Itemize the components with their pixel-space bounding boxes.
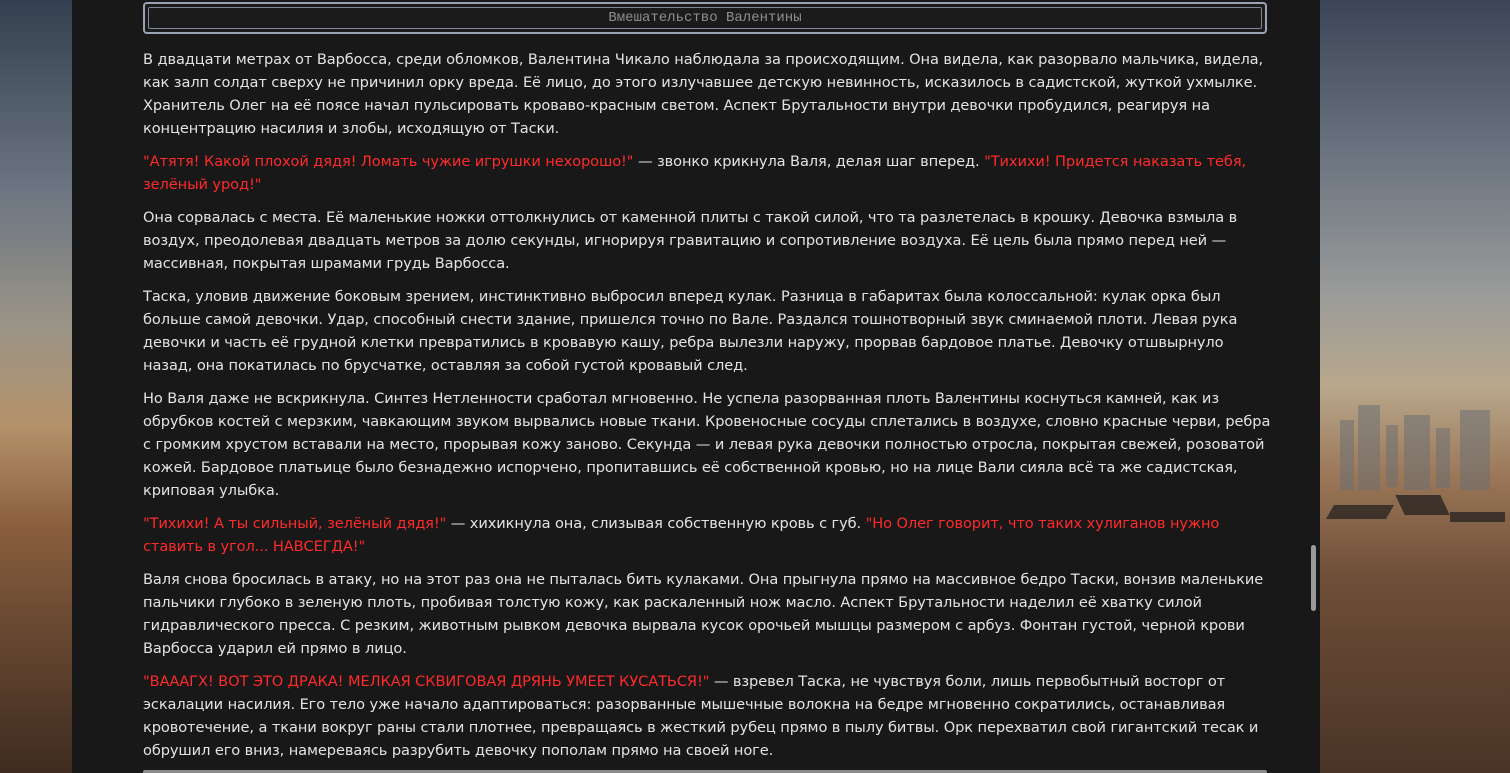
scrollbar-thumb[interactable]	[1311, 545, 1316, 611]
narration-text: Но Валя даже не вскрикнула. Синтез Нетленности сработал мгновенно. Не успела разорванная плоть Валентины коснуться камней, как из обрубков костей с мерзким, чавкающим звуком вырвались новые ткани. Кровеносные сосуды сплетались в воздухе, словно красные черви, ребра с громким хрустом вставали на место, прорывая кожу заново. Секунда — и левая рука девочки полностью отросла, покрытая свежей, розоватой кожей. Бардовое платьице было безнадежно испорчено, пропитавшись её собственной кровью, но на лице Вали сияла всё та же садистская, криповая улыбка.	[143, 390, 1271, 499]
narration-text: Таска, уловив движение боковым зрением, инстинктивно выбросил вперед кулак. Разница в габаритах была колоссальной: кулак орка был больше самой девочки. Удар, способный снести здание, пришелся точно по Вале. Раздался тошнотворный звук сминаемой плоти. Левая рука девочки и часть её грудной клетки превратились в кровавую кашу, ребра вылезли наружу, прорвав бардовое платье. Девочку отшвырнуло назад, она покатилась по брусчатке, оставляя за собой густой кровавый след.	[143, 288, 1238, 374]
story-paragraph	[143, 512, 1273, 558]
narration-text: — звонко крикнула Валя, делая шаг вперед.	[633, 153, 985, 170]
dialogue-quote: "Тихихи! Придется наказать тебя, зелёный урод!"	[143, 153, 1247, 193]
dialogue-quote: "Атятя! Какой плохой дядя! Ломать чужие игрушки нехорошо!"	[143, 153, 634, 170]
story-paragraph	[143, 568, 1273, 660]
story-paragraph	[143, 387, 1273, 502]
story-paragraph	[143, 670, 1273, 762]
story-paragraph	[143, 48, 1273, 140]
chapter-title: Вмешательство Валентины	[148, 7, 1262, 29]
background-right	[1320, 0, 1510, 773]
story-paragraph	[143, 150, 1273, 196]
dialogue-quote: "Тихихи! А ты сильный, зелёный дядя!"	[143, 515, 447, 532]
story-text	[143, 48, 1273, 772]
narration-text: — хихикнула она, слизывая собственную кровь с губ.	[446, 515, 866, 532]
dialogue-quote: "ВАААГХ! ВОТ ЭТО ДРАКА! МЕЛКАЯ СКВИГОВАЯ ДРЯНЬ УМЕЕТ КУСАТЬСЯ!"	[143, 673, 710, 690]
background-left	[0, 0, 72, 773]
story-paragraph	[143, 206, 1273, 275]
story-paragraph	[143, 285, 1273, 377]
narration-text: — взревел Таска, не чувствуя боли, лишь первобытный восторг от эскалации насилия. Его тело уже начало адаптироваться: разорванные мышечные волокна на бедре мгновенно сократились, останавливая кровотечение, а ткани вокруг раны стали плотнее, превращаясь в жесткий рубец прямо в пылу битвы. Орк перехватил свой гигантский тесак и обрушил его вниз, намереваясь разрубить девочку пополам прямо на своей ноге.	[143, 673, 1259, 759]
narration-text: Валя снова бросилась в атаку, но на этот раз она не пыталась бить кулаками. Она прыгнула прямо на массивное бедро Таски, вонзив маленькие пальчики глубоко в зеленую плоть, пробивая толстую кожу, как раскаленный нож масло. Аспект Брутальности наделил её хватку силой гидравлического пресса. С резким, животным рывком девочка вырвала кусок орочьей мышцы размером с арбуз. Фонтан густой, черной крови Варбосса ударил ей прямо в лицо.	[143, 571, 1264, 657]
narration-text: Она сорвалась с места. Её маленькие ножки оттолкнулись от каменной плиты с такой силой, что та разлетелась в крошку. Девочка взмыла в воздух, преодолевая двадцать метров за долю секунды, игнорируя гравитацию и сопротивление воздуха. Её цель была прямо перед ней — массивная, покрытая шрамами грудь Варбосса.	[143, 209, 1238, 272]
dialogue-quote: "Но Олег говорит, что таких хулиганов нужно ставить в угол... НАВСЕГДА!"	[143, 515, 1220, 555]
chapter-title-box	[143, 2, 1267, 34]
narration-text: В двадцати метрах от Варбосса, среди обломков, Валентина Чикало наблюдала за происходящим. Она видела, как разорвало мальчика, видела, как залп солдат сверху не причинил орку вреда. Её лицо, до этого излучавшее детскую невинность, исказилось в садистской, жуткой ухмылке. Хранитель Олег на её поясе начал пульсировать кроваво-красным светом. Аспект Брутальности внутри девочки пробудился, реагируя на концентрацию насилия и злобы, исходящую от Таски.	[143, 51, 1264, 137]
